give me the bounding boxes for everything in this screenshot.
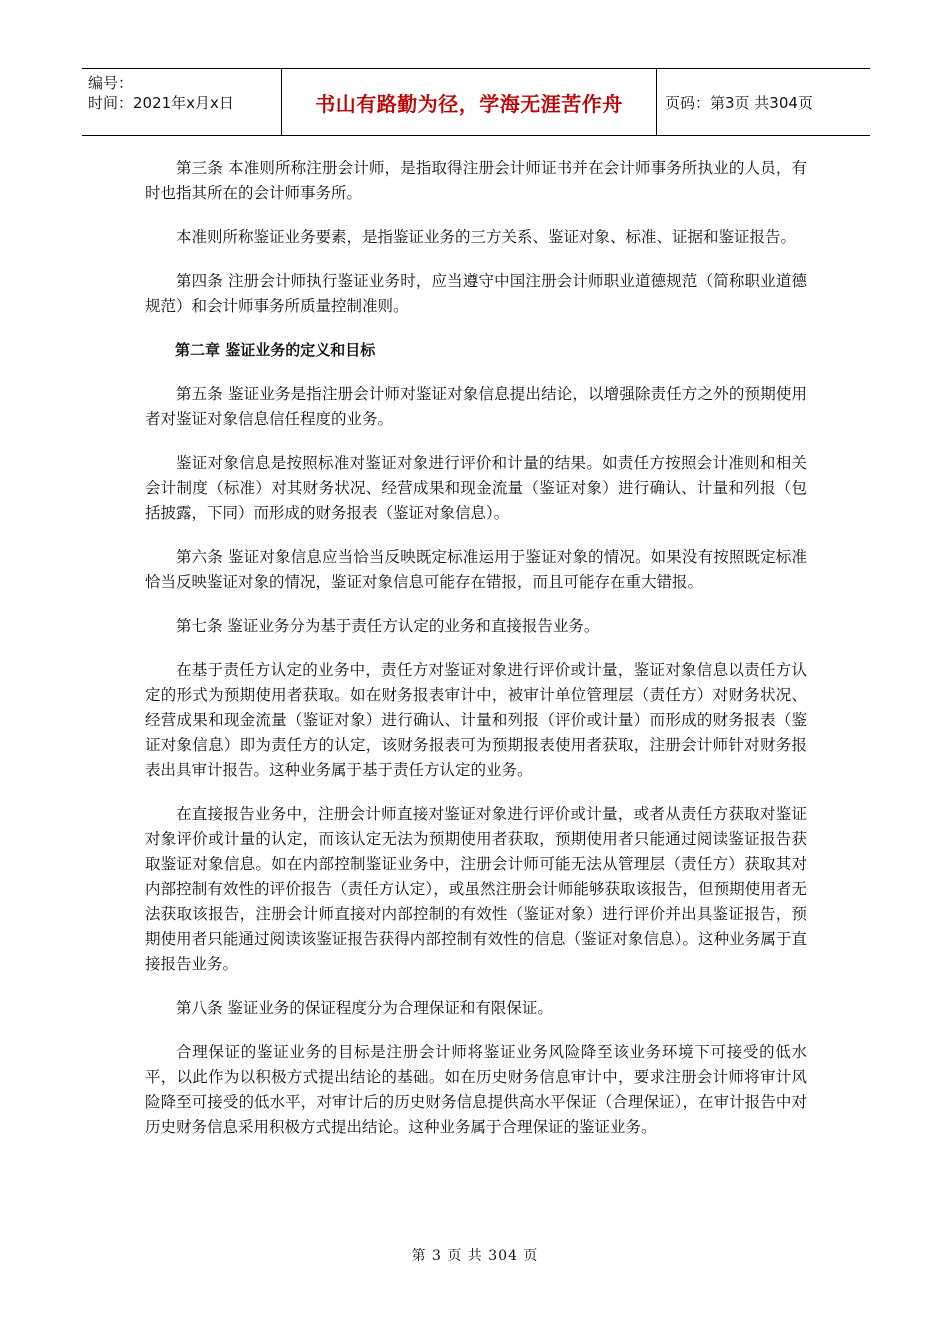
paragraph-article-5: 第五条 鉴证业务是指注册会计师对鉴证对象信息提出结论，以增强除责任方之外的预期使用者对鉴证对象信息信任程度的业务。 (145, 385, 807, 428)
paragraph-assurance-elements: 本准则所称鉴证业务要素，是指鉴证业务的三方关系、鉴证对象、标准、证据和鉴证报告。 (176, 228, 797, 246)
header-motto: 书山有路勤为径，学海无涯苦作舟 (282, 69, 657, 135)
header-meta (82, 69, 282, 135)
document-body (145, 156, 807, 1159)
paragraph-article-6: 第六条 鉴证对象信息应当恰当反映既定标准运用于鉴证对象的情况。如果没有按照既定标准恰当反映鉴证对象的情况，鉴证对象信息可能存在错报，而且可能存在重大错报。 (145, 548, 807, 591)
document-date-label: 时间：2021年x月x日 (88, 94, 234, 112)
paragraph-article-7: 第七条 鉴证业务分为基于责任方认定的业务和直接报告业务。 (176, 617, 600, 635)
page-header (82, 68, 870, 136)
chapter-2-heading: 第二章 鉴证业务的定义和目标 (175, 341, 376, 359)
paragraph-direct-reporting: 在直接报告业务中，注册会计师直接对鉴证对象进行评价或计量，或者从责任方获取对鉴证对象评价或计量的认定，而该认定无法为预期使用者获取，预期使用者只能通过阅读鉴证报告获取鉴证对象信息。如在内部控制鉴证业务中，注册会计师可能无法从管理层（责任方）获取其对内部控制有效性的评价报告（责任方认定），或虽然注册会计师能够获取该报告，但预期使用者无法获取该报告，注册会计师直接对内部控制的有效性（鉴证对象）进行评价并出具鉴证报告，预期使用者只能通过阅读该鉴证报告获得内部控制有效性的信息（鉴证对象信息）。这种业务属于直接报告业务。 (145, 805, 807, 973)
document-number-label: 编号： (88, 74, 134, 92)
header-page-info: 页码：第3页 共304页 (665, 93, 813, 112)
paragraph-reasonable-assurance: 合理保证的鉴证业务的目标是注册会计师将鉴证业务风险降至该业务环境下可接受的低水平，以此作为以积极方式提出结论的基础。如在历史财务信息审计中，要求注册会计师将审计风险降至可接受的低水平，对审计后的历史财务信息提供高水平保证（合理保证），在审计报告中对历史财务信息采用积极方式提出结论。这种业务属于合理保证的鉴证业务。 (145, 1043, 807, 1136)
paragraph-article-4: 第四条 注册会计师执行鉴证业务时，应当遵守中国注册会计师职业道德规范（简称职业道德规范）和会计师事务所质量控制准则。 (145, 272, 807, 315)
paragraph-assertion-based: 在基于责任方认定的业务中，责任方对鉴证对象进行评价或计量，鉴证对象信息以责任方认定的形式为预期使用者获取。如在财务报表审计中，被审计单位管理层（责任方）对财务状况、经营成果和现金流量（鉴证对象）进行确认、计量和列报（评价或计量）而形成的财务报表（鉴证对象信息）即为责任方的认定，该财务报表可为预期报表使用者获取，注册会计师针对财务报表出具审计报告。这种业务属于基于责任方认定的业务。 (145, 661, 807, 779)
paragraph-article-3: 第三条 本准则所称注册会计师，是指取得注册会计师证书并在会计师事务所执业的人员，有时也指其所在的会计师事务所。 (145, 159, 807, 202)
page-footer: 第 3 页 共 304 页 (411, 1248, 539, 1264)
paragraph-subject-matter-info: 鉴证对象信息是按照标准对鉴证对象进行评价和计量的结果。如责任方按照会计准则和相关会计制度（标准）对其财务状况、经营成果和现金流量（鉴证对象）进行确认、计量和列报（包括披露，下同）而形成的财务报表（鉴证对象信息）。 (145, 454, 807, 522)
paragraph-article-8: 第八条 鉴证业务的保证程度分为合理保证和有限保证。 (176, 999, 553, 1017)
